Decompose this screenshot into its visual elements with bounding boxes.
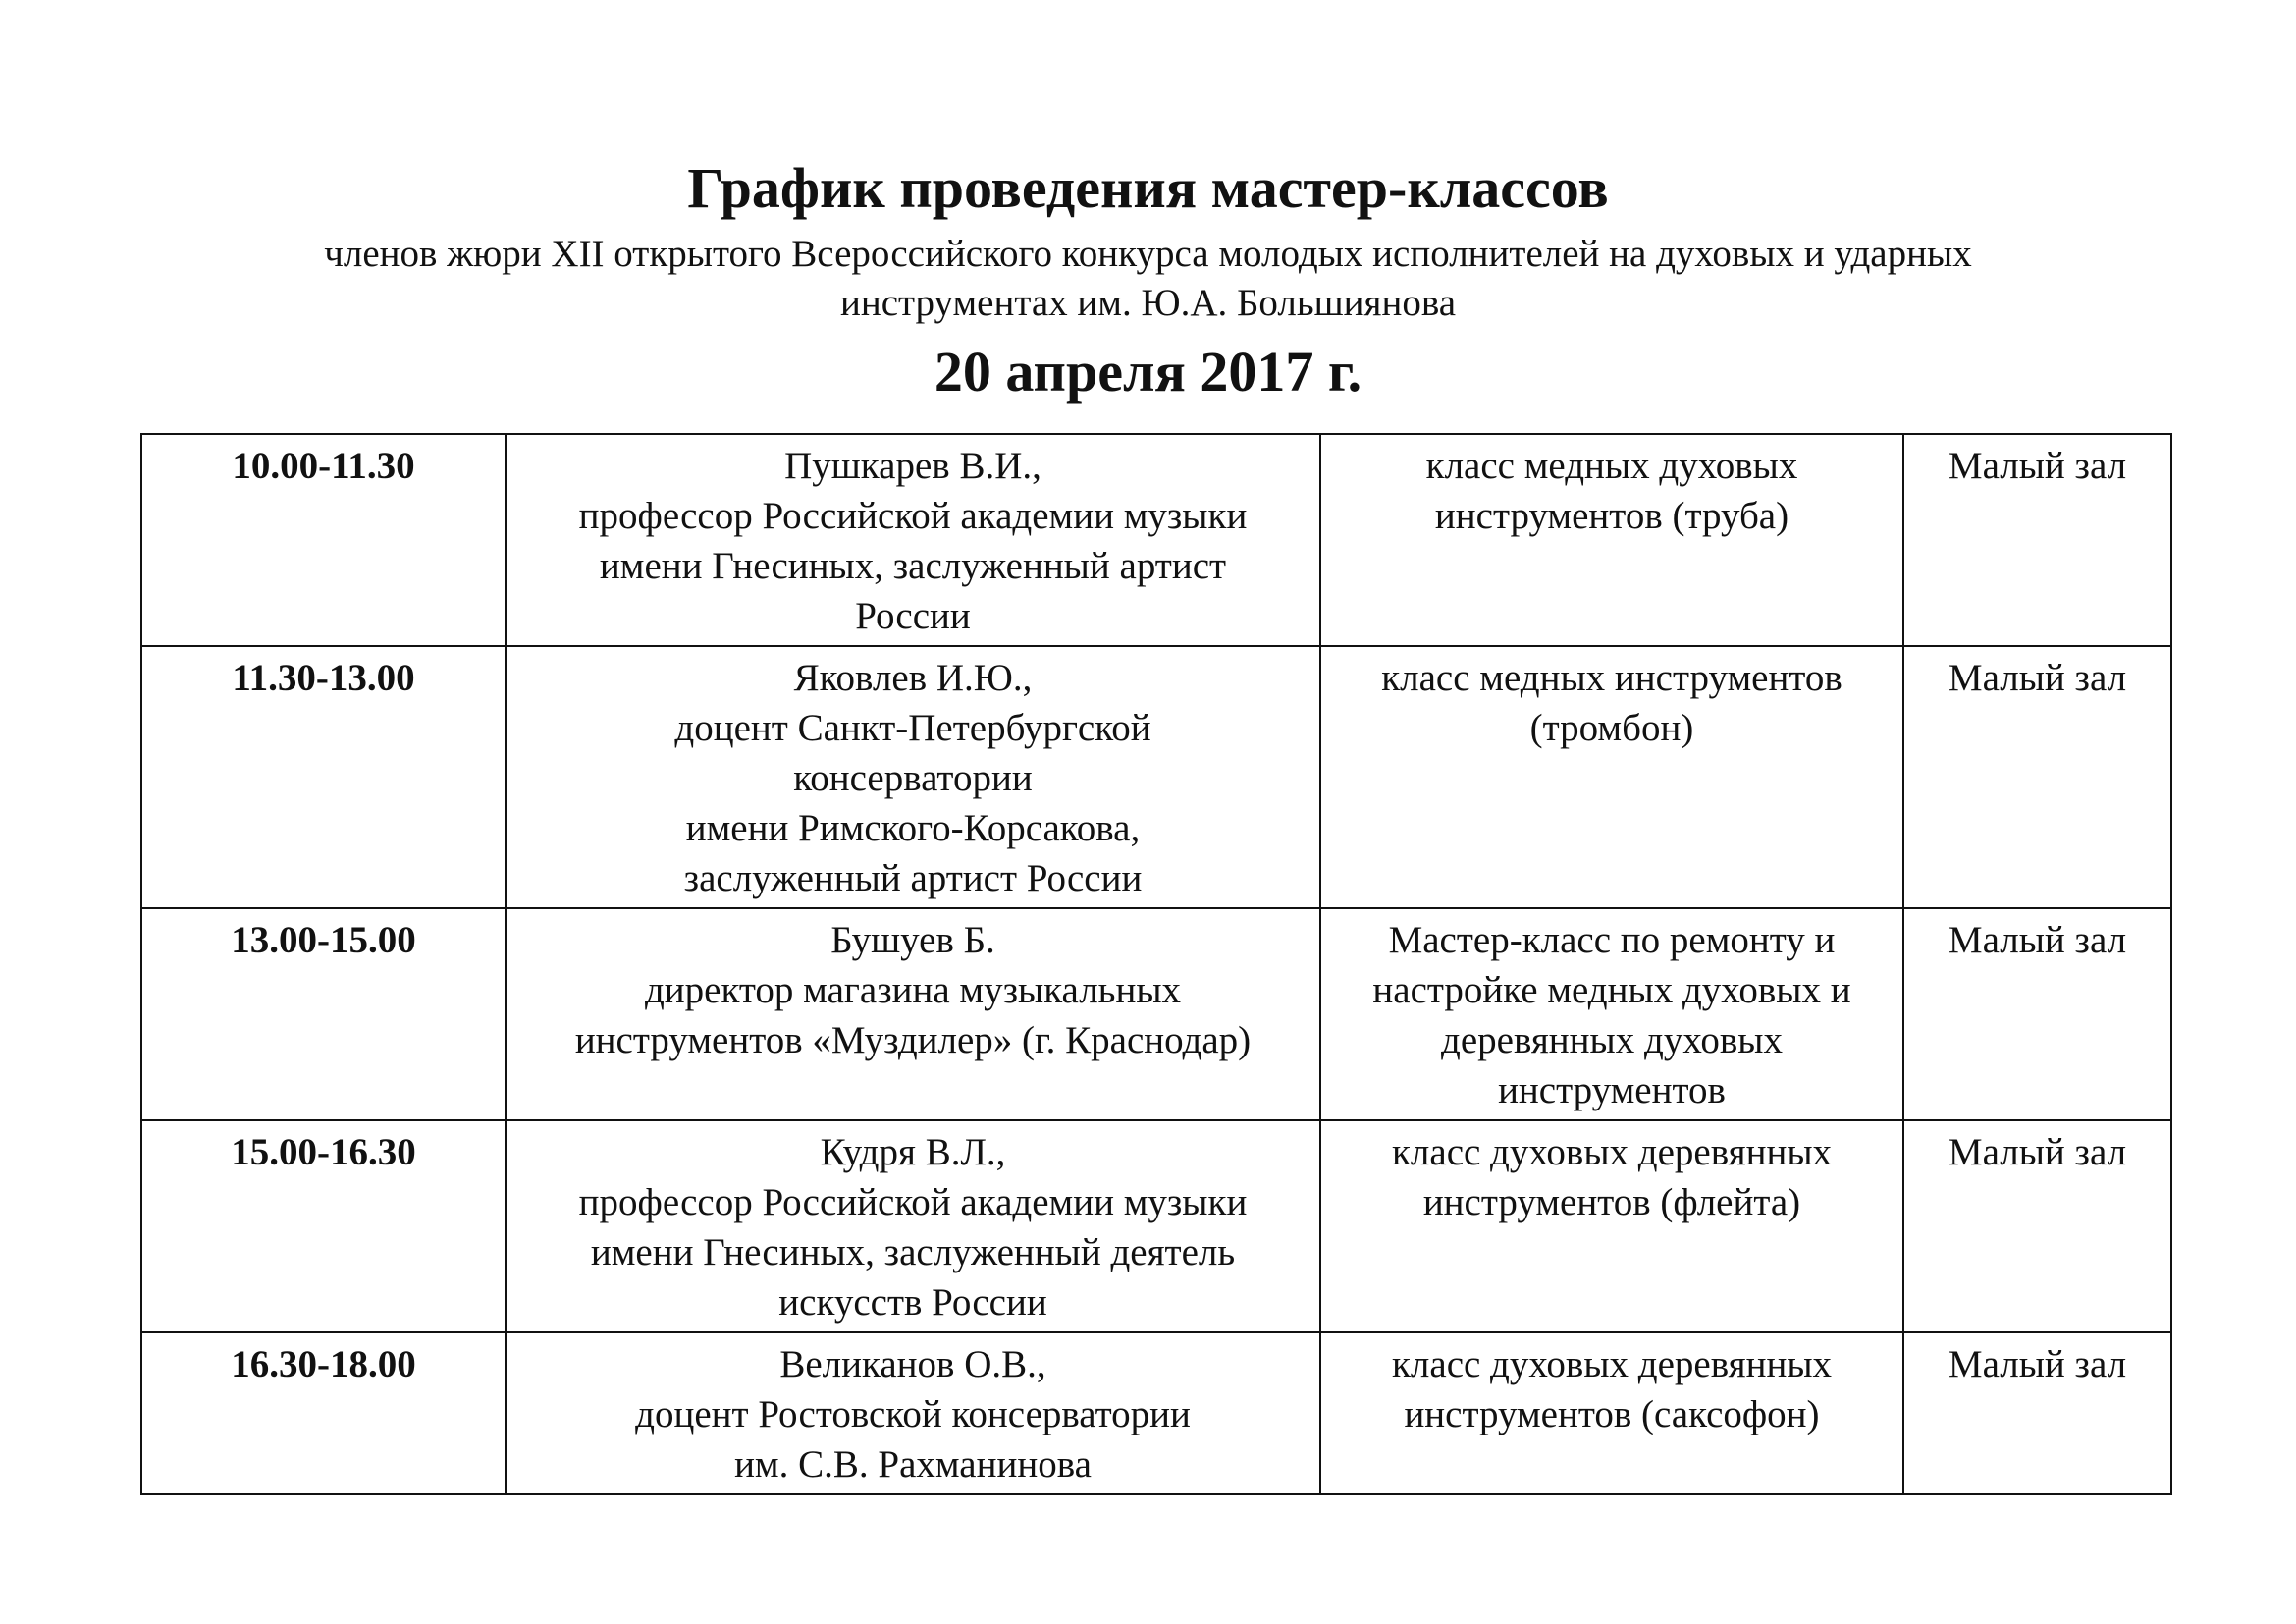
table-row	[141, 1332, 2171, 1494]
schedule-date: 20 апреля 2017 г.	[934, 340, 1362, 404]
hall-cell: Малый зал	[1903, 1120, 2171, 1332]
class-cell	[1320, 646, 1903, 908]
subtitle-line: инструментах им. Ю.А. Большиянова	[839, 282, 1457, 324]
person-line: России	[855, 595, 971, 637]
table-row	[141, 646, 2171, 908]
class-line: инструментов (труба)	[1434, 495, 1789, 537]
class-line: класс медных духовых	[1425, 445, 1798, 487]
class-cell	[1320, 434, 1903, 646]
hall-cell: Малый зал	[1903, 434, 2171, 646]
subtitle-line: членов жюри XII открытого Всероссийского конкурса молодых исполнителей на духовых и ударных	[324, 233, 1972, 275]
class-line: (тромбон)	[1529, 707, 1694, 749]
class-cell	[1320, 1332, 1903, 1494]
class-line: Мастер-класс по ремонту и	[1388, 919, 1836, 961]
person-cell	[506, 908, 1320, 1120]
person-cell	[506, 434, 1320, 646]
class-line: деревянных духовых	[1441, 1019, 1783, 1061]
person-line: доцент Санкт-Петербургской	[674, 707, 1151, 749]
subtitle	[167, 230, 2130, 328]
hall-cell: Малый зал	[1903, 646, 2171, 908]
person-line: имени Гнесиных, заслуженный артист	[599, 545, 1227, 587]
class-line: класс духовых деревянных	[1391, 1343, 1833, 1385]
table-row	[141, 908, 2171, 1120]
person-line: заслуженный артист России	[683, 857, 1143, 899]
class-line: настройке медных духовых и	[1372, 969, 1851, 1011]
class-cell	[1320, 1120, 1903, 1332]
document-header	[0, 155, 2296, 405]
page-title: График проведения мастер-классов	[687, 156, 1609, 220]
table-row	[141, 1120, 2171, 1332]
time-cell: 16.30-18.00	[141, 1332, 506, 1494]
person-cell	[506, 646, 1320, 908]
time-cell: 15.00-16.30	[141, 1120, 506, 1332]
time-cell: 10.00-11.30	[141, 434, 506, 646]
person-line: имени Римского-Корсакова,	[685, 807, 1141, 849]
person-line: консерватории	[793, 757, 1033, 799]
person-line: им. С.В. Рахманинова	[734, 1443, 1092, 1486]
person-line: Кудря В.Л.,	[820, 1131, 1006, 1173]
class-line: инструментов (саксофон)	[1404, 1393, 1820, 1435]
class-line: инструментов	[1498, 1069, 1726, 1111]
schedule-table	[140, 433, 2172, 1495]
person-line: доцент Ростовской консерватории	[635, 1393, 1191, 1435]
person-line: директор магазина музыкальных	[644, 969, 1182, 1011]
hall-cell: Малый зал	[1903, 908, 2171, 1120]
class-line: класс медных инструментов	[1381, 657, 1842, 699]
class-line: класс духовых деревянных	[1391, 1131, 1833, 1173]
person-line: Бушуев Б.	[830, 919, 995, 961]
person-line: профессор Российской академии музыки	[578, 495, 1248, 537]
class-line: инструментов (флейта)	[1422, 1181, 1801, 1223]
person-cell	[506, 1332, 1320, 1494]
person-line: инструментов «Муздилер» (г. Краснодар)	[574, 1019, 1252, 1061]
person-line: имени Гнесиных, заслуженный деятель	[590, 1231, 1236, 1273]
time-cell: 11.30-13.00	[141, 646, 506, 908]
hall-cell: Малый зал	[1903, 1332, 2171, 1494]
person-line: Великанов О.В.,	[779, 1343, 1046, 1385]
person-line: искусств России	[778, 1281, 1047, 1324]
time-cell: 13.00-15.00	[141, 908, 506, 1120]
person-cell	[506, 1120, 1320, 1332]
person-line: Яковлев И.Ю.,	[793, 657, 1033, 699]
person-line: Пушкарев В.И.,	[784, 445, 1041, 487]
table-row	[141, 434, 2171, 646]
class-cell	[1320, 908, 1903, 1120]
person-line: профессор Российской академии музыки	[578, 1181, 1248, 1223]
